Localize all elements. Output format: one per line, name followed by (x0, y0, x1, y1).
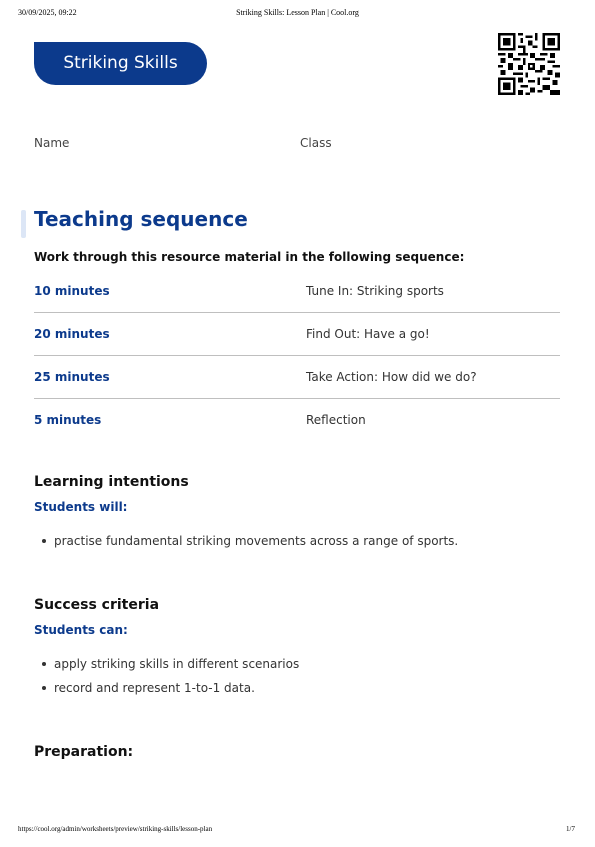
page-number: 1/7 (566, 825, 575, 833)
sequence-row (34, 270, 560, 313)
sequence-row (34, 399, 560, 441)
sequence-duration: 20 minutes (34, 327, 110, 341)
list-item: record and represent 1-to-1 data. (40, 676, 299, 700)
success-criteria-heading: Success criteria (34, 597, 160, 613)
sequence-row (34, 356, 560, 399)
sequence-activity: Tune In: Striking sports (306, 284, 444, 298)
learning-intentions-list (40, 529, 458, 553)
sequence-table (34, 270, 560, 441)
list-item: practise fundamental striking movements across a range of sports. (40, 529, 458, 553)
sequence-intro: Work through this resource material in the following sequence: (34, 250, 465, 264)
teaching-sequence-heading: Teaching sequence (34, 207, 248, 231)
sequence-activity: Take Action: How did we do? (306, 370, 477, 384)
learning-intentions-heading: Learning intentions (34, 474, 189, 490)
name-field-label: Name (34, 136, 70, 150)
lesson-title-badge[interactable]: Striking Skills (34, 42, 207, 85)
print-page-title: Striking Skills: Lesson Plan | Cool.org (236, 8, 359, 17)
section-accent-bar (21, 210, 26, 238)
success-criteria-list (40, 652, 299, 700)
class-field-label: Class (300, 136, 332, 150)
sequence-row (34, 313, 560, 356)
sequence-duration: 10 minutes (34, 284, 110, 298)
sequence-duration: 5 minutes (34, 413, 102, 427)
preparation-heading: Preparation: (34, 744, 134, 760)
list-item: apply striking skills in different scenarios (40, 652, 299, 676)
print-date: 30/09/2025, 09:22 (18, 8, 77, 17)
sequence-activity: Find Out: Have a go! (306, 327, 430, 341)
qr-code-icon[interactable] (498, 33, 560, 95)
sequence-duration: 25 minutes (34, 370, 110, 384)
sequence-activity: Reflection (306, 413, 366, 427)
learning-intentions-subheading: Students will: (34, 500, 128, 514)
print-url: https://cool.org/admin/worksheets/preview/striking-skills/lesson-plan (18, 825, 213, 833)
success-criteria-subheading: Students can: (34, 623, 128, 637)
